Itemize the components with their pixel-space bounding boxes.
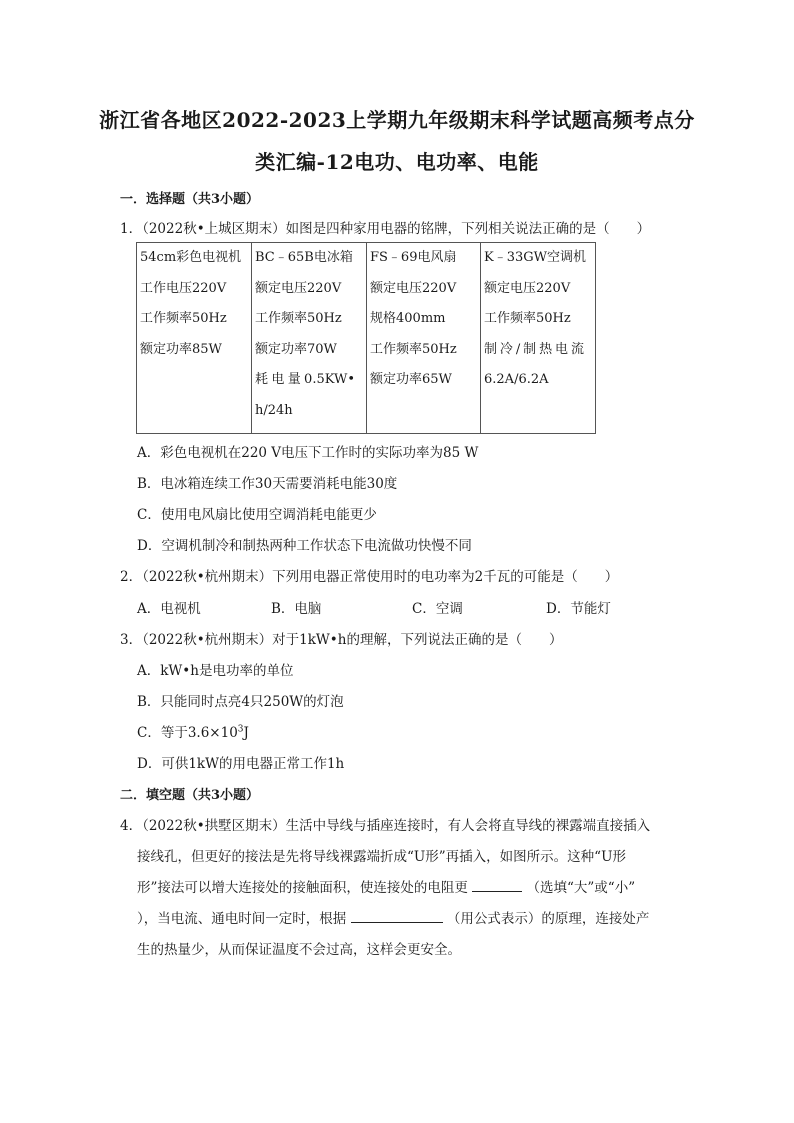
question-4-line-1: 4．（2022秋•拱墅区期末）生活中导线与插座连接时，有人会将直导线的裸露端直接插入 [120, 818, 651, 834]
nameplate-line: 额定功率70W [255, 341, 337, 357]
q1-option-b: B．电冰箱连续工作30天需要消耗电能30度 [137, 476, 398, 492]
nameplate-line: 额定功率85W [140, 341, 222, 357]
q2-option-d: D．节能灯 [546, 601, 611, 617]
q2-options-row [0, 597, 794, 617]
q4-text: ），当电流、通电时间一定时，根据 [137, 911, 347, 927]
nameplate-line: 54cm彩色电视机 [140, 250, 242, 265]
nameplate-line: 6.2A/6.2A [484, 372, 549, 387]
question-4-line-2: 接线孔，但更好的接法是先将导线裸露端折成“U形”再插入，如图所示。这种“U形 [137, 849, 626, 865]
nameplate-line: 制冷/制热电流 [484, 341, 584, 357]
appliance-nameplates-table [136, 242, 596, 434]
q2-option-c: C．空调 [412, 601, 463, 617]
question-1-stem: 1．（2022秋•上城区期末）如图是四种家用电器的铭牌，下列相关说法正确的是（ ） [120, 221, 651, 237]
nameplate-line: 工作频率50Hz [484, 311, 571, 326]
q3-option-d: D．可供1kW的用电器正常工作1h [137, 756, 345, 772]
nameplate-fridge [252, 243, 367, 434]
q3-option-c [137, 721, 249, 741]
question-3-stem: 3．（2022秋•杭州期末）对于1kW•h的理解，下列说法正确的是（ ） [120, 632, 563, 648]
nameplate-fan [367, 243, 481, 434]
nameplate-line: 额定电压220V [255, 280, 342, 296]
question-2-stem: 2．（2022秋•杭州期末）下列用电器正常使用时的电功率为2千瓦的可能是（ ） [120, 569, 619, 585]
nameplate-line: 工作频率50Hz [370, 341, 457, 357]
section-heading-fill-in: 二．填空题（共3小题） [120, 788, 260, 803]
nameplate-air-conditioner [481, 243, 596, 434]
nameplate-line: 耗电量0.5KW• [255, 372, 355, 387]
q1-option-a: A．彩色电视机在220 V电压下工作时的实际功率为85 W [137, 445, 479, 461]
q3-option-c-exponent: 3 [237, 724, 244, 735]
q2-option-a: A．电视机 [137, 601, 201, 617]
section-heading-choice: 一．选择题（共3小题） [120, 192, 260, 207]
document-title-line-2: 类汇编-12电功、电功率、电能 [255, 150, 539, 174]
q3-option-a: A．kW•h是电功率的单位 [137, 663, 294, 679]
q4-text: （选填“大”或“小” [526, 880, 636, 896]
nameplate-tv [137, 243, 252, 434]
nameplate-line: h/24h [255, 402, 293, 418]
nameplate-line: 工作频率50Hz [255, 311, 342, 326]
nameplate-line: 额定电压220V [370, 280, 457, 296]
nameplate-line: BC﹣65B电冰箱 [255, 250, 353, 265]
q3-option-c-unit: J [243, 725, 249, 741]
q2-option-b: B．电脑 [271, 601, 322, 617]
q3-option-c-text: C．等于3.6×10 [137, 725, 238, 741]
q1-option-c: C．使用电风扇比使用空调消耗电能更少 [137, 507, 377, 523]
question-4-line-3 [137, 876, 635, 896]
q3-option-b: B．只能同时点亮4只250W的灯泡 [137, 694, 344, 710]
nameplate-line: 工作频率50Hz [140, 311, 227, 326]
nameplate-line: K﹣33GW空调机 [484, 250, 587, 265]
question-4-line-4 [137, 907, 649, 927]
document-title-line-1: 浙江省各地区2022-2023上学期九年级期末科学试题高频考点分 [99, 108, 695, 132]
q4-text: （用公式表示）的原理，连接处产 [446, 911, 650, 927]
q4-text: 形”接法可以增大连接处的接触面积，使连接处的电阻更 [137, 880, 468, 896]
nameplate-line: 额定电压220V [484, 280, 571, 296]
nameplate-line: FS﹣69电风扇 [370, 250, 457, 265]
q4-answer-blank-2[interactable] [351, 910, 443, 923]
nameplate-line: 工作电压220V [140, 280, 227, 296]
nameplate-line: 额定功率65W [370, 372, 452, 387]
q1-option-d: D．空调机制冷和制热两种工作状态下电流做功快慢不同 [137, 538, 472, 554]
nameplate-line: 规格400mm [370, 311, 446, 326]
q4-answer-blank-1[interactable] [472, 879, 522, 892]
question-4-line-5: 生的热量少，从而保证温度不会过高，这样会更安全。 [137, 942, 461, 958]
